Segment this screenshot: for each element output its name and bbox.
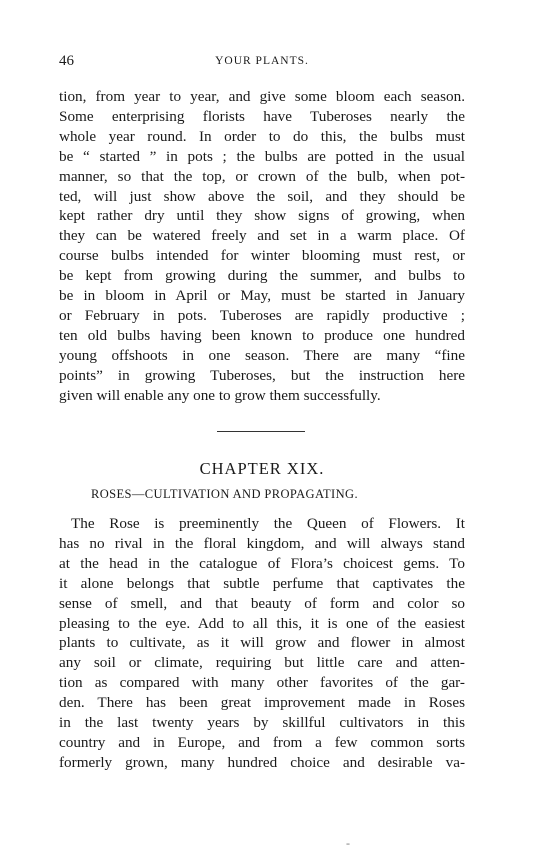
text-line: whole year round. In order to do this, the bulbs must (59, 127, 465, 145)
text-line: points” in growing Tuberoses, but the instruction here (59, 366, 465, 384)
running-head: YOUR PLANTS. (215, 55, 309, 67)
text-line: sense of smell, and that beauty of form and color so (59, 594, 465, 612)
text-line: it alone belongs that subtle perfume that captivates the (59, 574, 465, 592)
text-line: pleasing to the eye. Add to all this, it is one of the easiest (59, 614, 465, 632)
text-line: tion, from year to year, and give some bloom each season. (59, 88, 465, 105)
text-line: kept rather dry until they show signs of growing, when (59, 207, 465, 225)
text-line: ted, will just show above the soil, and they should be (59, 187, 465, 205)
text-line: country and in Europe, and from a few common sorts (59, 733, 465, 751)
text-line: any soil or climate, requiring but little care and atten- (59, 654, 465, 672)
paragraph-roses (59, 514, 465, 773)
text-line: be “ started ” in pots ; the bulbs are potted in the usual (59, 147, 465, 165)
section-divider (217, 431, 305, 432)
text-line: ten old bulbs having been known to produce one hundred (59, 326, 465, 344)
text-line: be kept from growing during the summer, and bulbs to (59, 267, 465, 285)
text-line: young offshoots in one season. There are many “fine (59, 346, 465, 364)
text-line: formerly grown, many hundred choice and desirable va- (59, 753, 465, 771)
text-line: be in bloom in April or May, must be started in January (59, 287, 465, 305)
chapter-title: CHAPTER XIX. (199, 459, 325, 478)
text-line: manner, so that the top, or crown of the bulb, when pot- (59, 167, 465, 185)
text-line: plants to cultivate, as it will grow and flower in almost (59, 634, 465, 652)
footer-mark: - (346, 836, 350, 850)
text-line: course bulbs intended for winter blooming must rest, or (59, 247, 465, 265)
text-line: at the head in the catalogue of Flora’s choicest gems. To (59, 554, 465, 572)
text-line: den. There has been great improvement made in Roses (59, 694, 465, 712)
chapter-subtitle: ROSES—CULTIVATION AND PROPAGATING. (91, 487, 358, 501)
paragraph-tuberoses (59, 87, 465, 406)
text-line: in the last twenty years by skillful cultivators in this (59, 714, 465, 732)
text-line: tion as compared with many other favorites of the gar- (59, 674, 465, 692)
page-number: 46 (59, 53, 74, 69)
text-line: Some enterprising florists have Tuberoses nearly the (59, 107, 465, 125)
text-line: has no rival in the floral kingdom, and will always stand (59, 534, 465, 552)
text-line: given will enable any one to grow them successfully. (59, 386, 381, 404)
text-line: or February in pots. Tuberoses are rapidly productive ; (59, 306, 465, 324)
text-line: they can be watered freely and set in a warm place. Of (59, 227, 465, 245)
text-line: The Rose is preeminently the Queen of Flowers. It (71, 515, 465, 532)
page-header (59, 53, 465, 73)
